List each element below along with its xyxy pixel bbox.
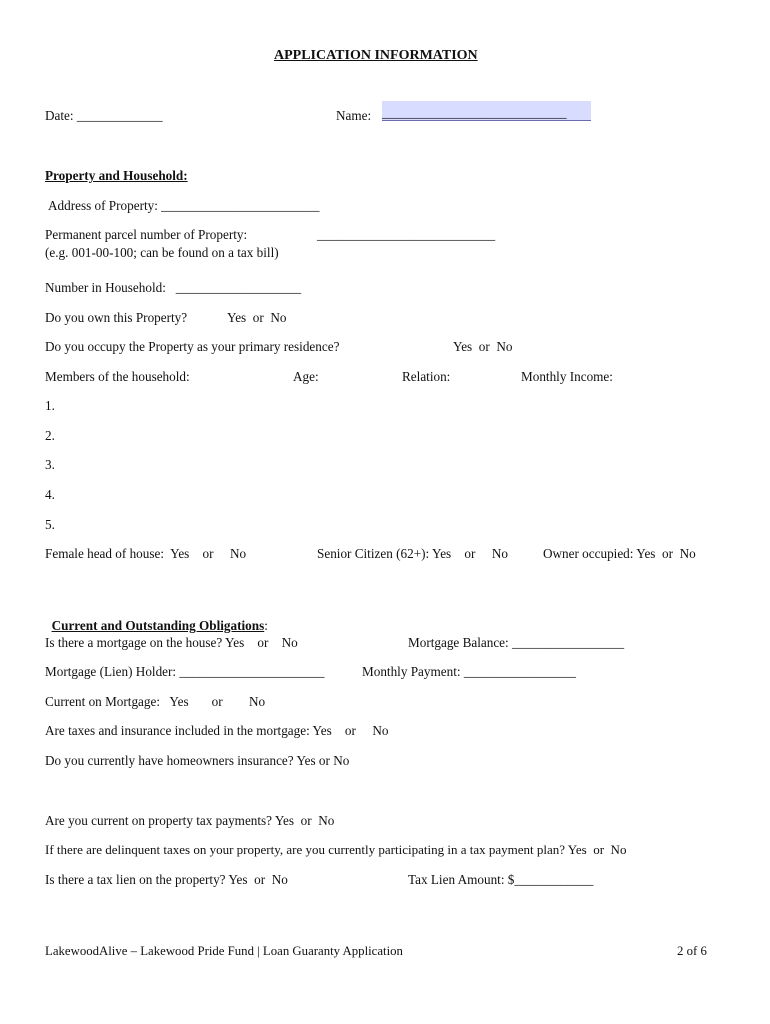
address-field: Address of Property: ________________________ <box>48 198 320 213</box>
section-obligations <box>45 606 268 632</box>
section-obligations-title: Current and Outstanding Obligations <box>51 618 265 634</box>
income-header: Monthly Income: <box>521 369 613 384</box>
relation-header: Relation: <box>402 369 451 384</box>
age-header: Age: <box>293 369 319 384</box>
mortgage-balance-field: Mortgage Balance: _________________ <box>408 635 625 650</box>
female-head-question: Female head of house: Yes or No <box>45 546 247 561</box>
parcel-label: Permanent parcel number of Property: <box>45 227 248 242</box>
owner-occupied-question: Owner occupied: Yes or No <box>543 546 696 561</box>
own-answer: Yes or No <box>227 310 287 325</box>
tax-current-question: Are you current on property tax payments? Yes or No <box>45 813 335 828</box>
section-obligations-colon: : <box>264 618 268 634</box>
current-mortgage-question: Current on Mortgage: Yes or No <box>45 694 266 709</box>
parcel-hint: (e.g. 001-00-100; can be found on a tax bill) <box>45 245 279 260</box>
senior-citizen-question: Senior Citizen (62+): Yes or No <box>317 546 508 561</box>
monthly-payment-field: Monthly Payment: _________________ <box>362 664 576 679</box>
footer-document-name: LakewoodAlive – Lakewood Pride Fund | Loan Guaranty Application <box>45 944 403 958</box>
member-row: 1. <box>45 398 55 413</box>
tax-lien-amount-field: Tax Lien Amount: $____________ <box>408 872 594 887</box>
delinquent-taxes-question: If there are delinquent taxes on your property, are you currently participating in a tax payment plan? Yes or No <box>45 842 627 857</box>
member-row: 2. <box>45 428 55 443</box>
taxes-included-question: Are taxes and insurance included in the mortgage: Yes or No <box>45 723 389 738</box>
members-header: Members of the household: <box>45 369 190 384</box>
tax-lien-question: Is there a tax lien on the property? Yes or No <box>45 872 288 887</box>
parcel-blank: ___________________________ <box>317 227 496 242</box>
occupy-answer: Yes or No <box>453 339 513 354</box>
homeowners-insurance-question: Do you currently have homeowners insurance? Yes or No <box>45 753 350 768</box>
member-row: 5. <box>45 517 55 532</box>
section-property-household: Property and Household: <box>45 168 188 183</box>
member-row: 4. <box>45 487 55 502</box>
footer-page-number: 2 of 6 <box>677 944 707 958</box>
page-title: APPLICATION INFORMATION <box>274 48 478 63</box>
date-field-label: Date: _____________ <box>45 108 163 123</box>
name-blank: ____________________________ <box>382 105 567 120</box>
lien-holder-field: Mortgage (Lien) Holder: ______________________ <box>45 664 325 679</box>
occupy-question: Do you occupy the Property as your primary residence? <box>45 339 340 354</box>
member-row: 3. <box>45 457 55 472</box>
mortgage-question: Is there a mortgage on the house? Yes or No <box>45 635 298 650</box>
household-number-field: Number in Household: ___________________ <box>45 280 302 295</box>
name-field-label: Name: <box>336 108 372 123</box>
own-question: Do you own this Property? <box>45 310 188 325</box>
